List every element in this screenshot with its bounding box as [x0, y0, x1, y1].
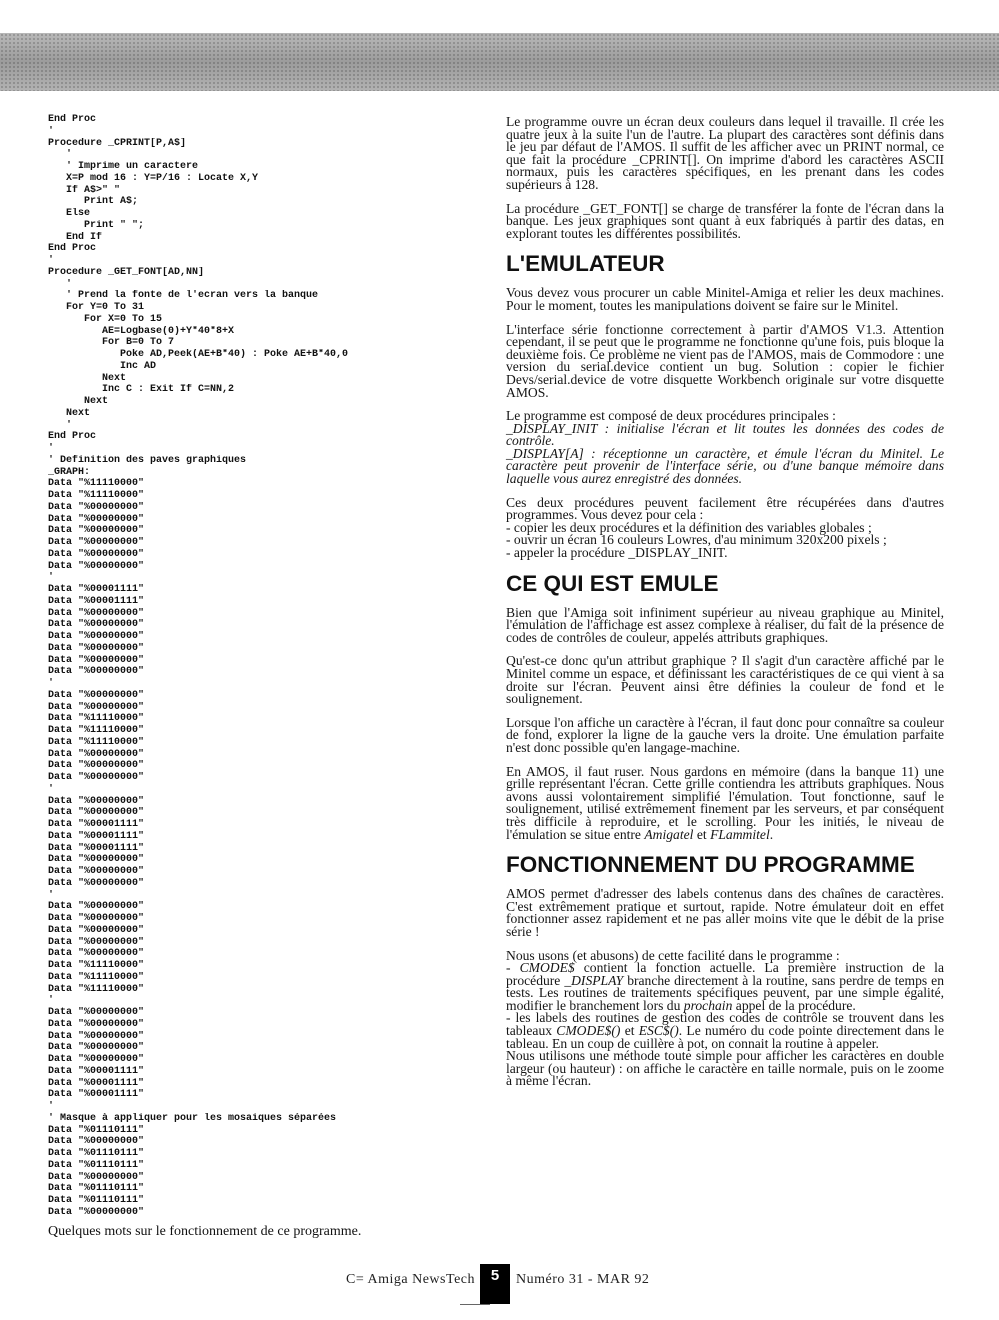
code-line: Data "%00000000"	[48, 654, 145, 666]
code-line: Data "%00000000"	[48, 807, 145, 819]
issue-label: Numéro 31 - MAR 92	[516, 1272, 650, 1287]
code-line: Data "%00001111"	[48, 1077, 145, 1089]
page-number: 5	[480, 1264, 510, 1304]
code-line: Data "%00000000"	[48, 666, 145, 678]
code-line: Data "%00001111"	[48, 842, 145, 854]
code-line: '	[48, 889, 55, 901]
code-line: Data "%00000000"	[48, 560, 145, 572]
code-line: Else	[48, 208, 91, 219]
code-line: Data "%00000000"	[48, 924, 145, 936]
code-line: Data "%11110000"	[48, 983, 145, 995]
code-line: '	[48, 443, 55, 454]
code-line: '	[48, 149, 73, 161]
code-line: Data "%11110000"	[48, 478, 145, 490]
code-line: Data "%00000000"	[48, 642, 145, 654]
code-line: Inc AD	[48, 360, 157, 372]
paragraph: Nous usons (et abusons) de cette facilité dans le programme :	[506, 947, 840, 963]
code-line: Data "%00000000"	[48, 877, 145, 889]
code-line: If A$>" "	[48, 184, 121, 196]
code-line: Data "%00000000"	[48, 1030, 145, 1042]
code-line: Data "%00000000"	[48, 607, 145, 619]
code-line: ' Masque à appliquer pour les mosaiques séparées	[48, 1112, 337, 1124]
header-band	[0, 33, 999, 91]
code-line: Data "%11110000"	[48, 713, 145, 725]
code-line: Data "%11110000"	[48, 971, 145, 983]
code-line: ' Prend la fonte de l'ecran vers la banque	[48, 290, 319, 302]
paragraph: Bien que l'Amiga soit infiniment supérieur au niveau graphique au Minitel, l'émulation de l'affichage est assez complexe à réaliser, du fait de la présence de codes de contrôles de couleur, appelés attributs graphiques.	[506, 604, 944, 645]
code-line: End If	[48, 231, 103, 243]
code-line: Data "%00000000"	[48, 795, 145, 807]
code-line: Data "%00000000"	[48, 948, 145, 960]
code-line: Data "%00001111"	[48, 595, 145, 607]
code-line: Data "%01110111"	[48, 1159, 145, 1171]
code-line: Data "%11110000"	[48, 725, 145, 736]
paragraph: Ces deux procédures peuvent facilement être récupérées dans d'autres programmes. Vous devez pour cela :	[506, 494, 944, 523]
code-line: Data "%00000000"	[48, 866, 145, 877]
code-listing	[48, 114, 468, 1219]
code-line: Next	[48, 396, 109, 407]
code-line: Data "%01110111"	[48, 1148, 145, 1159]
code-line: For B=0 To 7	[48, 337, 175, 349]
code-line: Data "%11110000"	[48, 960, 145, 971]
code-line: Inc C : Exit If C=NN,2	[48, 384, 235, 396]
list-item: - ouvrir un écran 16 couleurs Lowres, d'au minimum 320x200 pixels ;	[506, 532, 887, 548]
code-line: Data "%00000000"	[48, 1018, 145, 1030]
code-caption: Quelques mots sur le fonctionnement de ce programme.	[48, 1224, 362, 1239]
code-line: Data "%00000000"	[48, 525, 145, 537]
paragraph: L'interface série fonctionne correctement à partir d'AMOS V1.3. Attention cependant, il se peut que le programme ne fonctionne qu'une fois, puis bloque la deuxième fois. Ce problème ne vient pas de l'AMOS, mais de Commodore : une version du serial.device contient un bug. Solution : copier le fichier Devs/serial.device de votre disquette Workbench originale sur votre disquette AMOS.	[506, 321, 944, 400]
paragraph	[506, 445, 944, 487]
code-line: Data "%00000000"	[48, 1007, 145, 1018]
code-line: Data "%01110111"	[48, 1183, 145, 1195]
code-line: '	[48, 278, 73, 290]
list-item: - CMODE$ contient la fonction actuelle. La première instruction de la procédure _DISPLAY branche directement à la routine, sans perdre de temps en tests. Les routines de traitements spécifiques peuvent, par une simple égalité, modifier le branchement lors du prochain appel de la procédure.	[506, 960, 944, 1013]
list-item: - les labels des routines de gestion des codes de contrôle se trouvent dans les tableaux CMODE$() et ESC$(). Le numéro du code pointe directement dans le tableau. En un coup de cuillère à pot, on connait la routine à appeler.	[506, 1010, 944, 1051]
paragraph: Le programme ouvre un écran deux couleurs dans lequel il travaille. Il crée les quatre jeux à la suite l'un de l'autre. La plupart des caractères sont définis dans le jeu par défaut de l'AMOS. Il suffit de les afficher avec un PRINT normal, ce que fait la procédure _CPRINT[]. On imprime d'abord les caractères ASCII normaux, puis les caractères spécifiques, en les prenant dans les codes supérieurs à 128.	[506, 114, 944, 192]
code-line: Data "%00000000"	[48, 748, 145, 760]
paragraph: Nous utilisons une méthode toute simple pour afficher les caractères en double largeur (ou hauteur) : on affiche le caractère en taille normale, puis on le zoome à même l'écran.	[506, 1048, 944, 1089]
section-heading: L'EMULATEUR	[506, 251, 665, 277]
code-line: For X=0 To 15	[48, 313, 163, 325]
code-line: Data "%00000000"	[48, 901, 145, 913]
paragraph-italic: _DISPLAY[A] : réceptionne un caractère, et émule l'écran du Minitel. Le caractère peut provenir de l'interface série, ou d'une banque mémoire dans laquelle vous aurez enregistré des données.	[506, 445, 944, 487]
code-line: Data "%00000000"	[48, 631, 145, 642]
code-line: End Proc	[48, 114, 97, 125]
code-line: X=P mod 16 : Y=P/16 : Locate X,Y	[48, 172, 259, 184]
code-line: AE=Logbase(0)+Y*40*8+X	[48, 325, 235, 337]
code-line: Data "%00000000"	[48, 619, 145, 631]
code-line: End Proc	[48, 243, 97, 255]
code-line: '	[48, 1101, 55, 1112]
paragraph-italic: _DISPLAY_INIT : initialise l'écran et lit toutes les données des codes de contrôle.	[506, 420, 944, 449]
paragraph	[506, 420, 944, 449]
list-item: - copier les deux procédures et la définition des variables globales ;	[506, 519, 872, 535]
code-line: Data "%11110000"	[48, 736, 145, 748]
paragraph: Qu'est-ce donc qu'un attribut graphique ? Il s'agit d'un caractère affiché par le Minitel comme un espace, et définissant les caractéristiques de ce qui vient à sa droite sur l'écran. Peuvent ainsi être définies la couleur de fond et le soulignement.	[506, 653, 944, 707]
code-line: Data "%11110000"	[48, 490, 145, 501]
code-line: Data "%00000000"	[48, 936, 145, 948]
code-line: Data "%00000000"	[48, 772, 145, 783]
code-line: Print A$;	[48, 196, 139, 208]
paragraph: Vous devez vous procurer un cable Minitel-Amiga et relier les deux machines. Pour le moment, toutes les manipulations doivent se faire sur le Minitel.	[506, 285, 944, 313]
code-line: Data "%00001111"	[48, 1065, 145, 1077]
list-item: - appeler la procédure _DISPLAY_INIT.	[506, 545, 728, 561]
code-line: Data "%00000000"	[48, 701, 145, 713]
code-line: Data "%00000000"	[48, 501, 145, 513]
section-heading: FONCTIONNEMENT DU PROGRAMME	[506, 852, 915, 878]
code-line: End Proc	[48, 431, 97, 443]
paragraph: La procédure _GET_FONT[] se charge de transférer la fonte de l'écran dans la banque. Les jeux graphiques sont quant à eux fabriqués à partir des datas, en explorant toutes les différentes possibilités.	[506, 200, 944, 241]
article-column	[506, 116, 944, 1099]
code-line: Data "%00000000"	[48, 854, 145, 866]
code-line: Data "%00000000"	[48, 1206, 145, 1218]
code-line: Data "%00001111"	[48, 584, 145, 595]
code-line: Data "%01110111"	[48, 1124, 145, 1136]
code-line: Data "%00000000"	[48, 1171, 145, 1183]
code-line: Next	[48, 407, 91, 419]
code-line: For Y=0 To 31	[48, 302, 145, 313]
code-line: ' Imprime un caractere	[48, 161, 199, 172]
code-line: Procedure _GET_FONT[AD,NN]	[48, 266, 205, 278]
paragraph: En AMOS, il faut ruser. Nous gardons en mémoire (dans la banque 11) une grille représentant l'écran. Cette grille contiendra les attributs graphiques. Nous avons aussi volontairement simplifié l'émulation. Tout fonctionne, sauf le soulignement, utilisé extrêmement finement par les serveurs, et par conséquent très difficile à reproduire, et le scrolling. Pour les initiés, le niveau de l'émulation se situe entre Amigatel et FLammitel.	[506, 763, 944, 842]
code-line: Data "%00001111"	[48, 830, 145, 842]
code-line: '	[48, 678, 55, 689]
paragraph: AMOS permet d'adresser des labels contenus dans des chaînes de caractères. C'est extrêmement pratique et surtout, rapide. Notre émulateur doit en effet fonctionner assez rapidement et ne pas aller moins vite que le débit de la prise série !	[506, 886, 944, 939]
code-line: Print " ";	[48, 219, 145, 231]
code-line: '	[48, 419, 73, 431]
code-line: '	[48, 255, 55, 266]
magazine-name: C= Amiga NewsTech	[346, 1272, 475, 1287]
page-footer	[0, 1264, 999, 1304]
code-line: Data "%00000000"	[48, 548, 145, 560]
paragraph: Lorsque l'on affiche un caractère à l'écran, il faut donc pour connaître sa couleur de fond, explorer la ligne de la gauche vers la droite. Une émulation parfaite n'est donc possible qu'en langage-machine.	[506, 714, 944, 755]
code-line: Data "%00000000"	[48, 1054, 145, 1065]
code-line: Data "%00001111"	[48, 819, 145, 830]
code-line: '	[48, 125, 55, 137]
code-line: '	[48, 995, 55, 1007]
code-line: '	[48, 783, 55, 795]
code-line: Data "%00000000"	[48, 689, 145, 701]
code-line: _GRAPH:	[48, 466, 91, 478]
paragraph: Le programme est composé de deux procédures principales :	[506, 408, 836, 424]
code-line: Procedure _CPRINT[P,A$]	[48, 137, 187, 149]
code-line: ' Definition des paves graphiques	[48, 454, 247, 466]
code-line: Data "%00000000"	[48, 537, 145, 548]
code-line: Data "%00000000"	[48, 513, 145, 525]
code-line: Poke AD,Peek(AE+B*40) : Poke AE+B*40,0	[48, 349, 349, 360]
code-line: Data "%00000000"	[48, 1136, 145, 1148]
section-heading: CE QUI EST EMULE	[506, 570, 719, 596]
code-line: '	[48, 572, 55, 584]
footer-rule	[460, 1304, 490, 1305]
code-line: Next	[48, 372, 127, 384]
code-line: Data "%00001111"	[48, 1089, 145, 1101]
code-line: Data "%01110111"	[48, 1195, 145, 1206]
code-line: Data "%00000000"	[48, 913, 145, 924]
code-line: Data "%00000000"	[48, 760, 145, 772]
code-line: Data "%00000000"	[48, 1042, 145, 1054]
